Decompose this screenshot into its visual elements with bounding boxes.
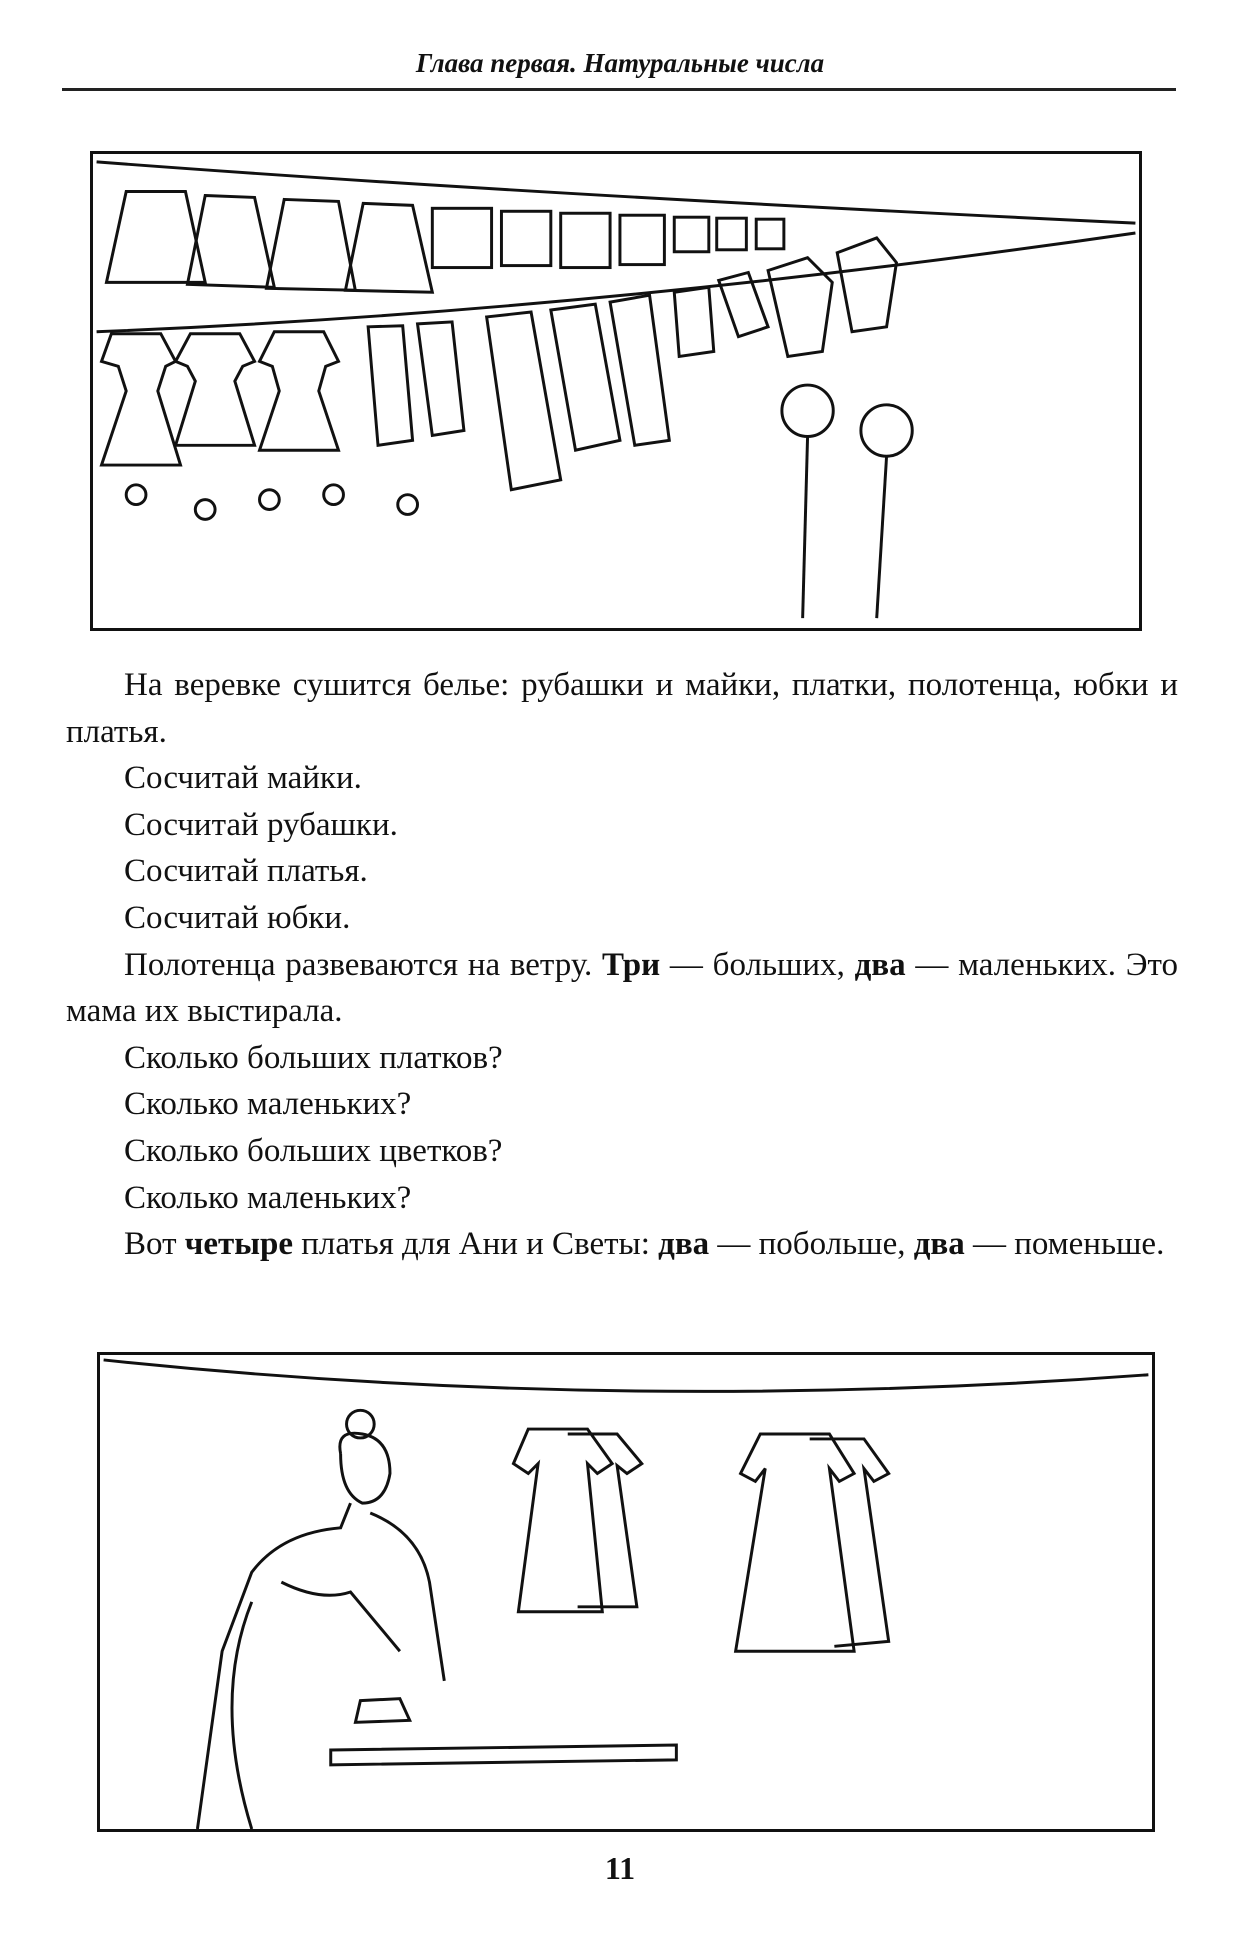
paragraph: Сколько больших цветков?	[124, 1132, 503, 1169]
paragraph: Сосчитай майки.	[124, 760, 362, 797]
paragraph: Сосчитай юбки.	[124, 899, 351, 936]
shirts	[768, 238, 896, 357]
illustration-mother-ironing	[97, 1352, 1155, 1832]
bold-number: Три	[602, 946, 661, 983]
handkerchiefs	[432, 208, 784, 267]
illustration-clothesline	[90, 151, 1142, 631]
paragraph: Сколько больших платков?	[124, 1039, 503, 1076]
towels	[368, 295, 669, 490]
body-text	[66, 662, 1178, 1268]
ironing-board	[331, 1699, 677, 1765]
skirts	[106, 192, 432, 293]
text-run: — больших,	[660, 946, 855, 983]
text-run: Полотенца развеваются на ветру.	[124, 946, 603, 983]
bold-number: четыре	[184, 1226, 293, 1263]
running-head: Глава первая. Натуральные числа	[415, 48, 825, 78]
paragraph	[66, 942, 1178, 1035]
page-number: 11	[604, 1850, 636, 1886]
hung-dresses	[513, 1429, 888, 1651]
paragraph	[66, 1221, 1178, 1268]
text-run: — маленьких. Это мама их выстирала.	[66, 946, 1179, 1030]
text-run: платья для Ани и Светы:	[292, 1226, 659, 1263]
paragraph: Сосчитай рубашки.	[124, 806, 398, 843]
mother	[197, 1410, 444, 1829]
tank-tops	[674, 273, 768, 357]
paragraph: Сосчитай платья.	[124, 853, 368, 890]
header-rule	[62, 88, 1176, 91]
text-run: Вот	[124, 1226, 185, 1263]
bold-number: два	[658, 1226, 710, 1263]
bold-number: два	[854, 946, 906, 983]
text-run: — побольше,	[709, 1226, 914, 1263]
paragraph: Сколько маленьких?	[124, 1086, 412, 1123]
flowers	[126, 385, 912, 618]
dresses	[102, 332, 339, 465]
paragraph: Сколько маленьких?	[124, 1179, 412, 1216]
bold-number: два	[913, 1226, 965, 1263]
paragraph: На веревке сушится белье: рубашки и майки, платки, полотенца, юбки и платья.	[66, 667, 1178, 750]
text-run: — поменьше.	[964, 1226, 1165, 1263]
